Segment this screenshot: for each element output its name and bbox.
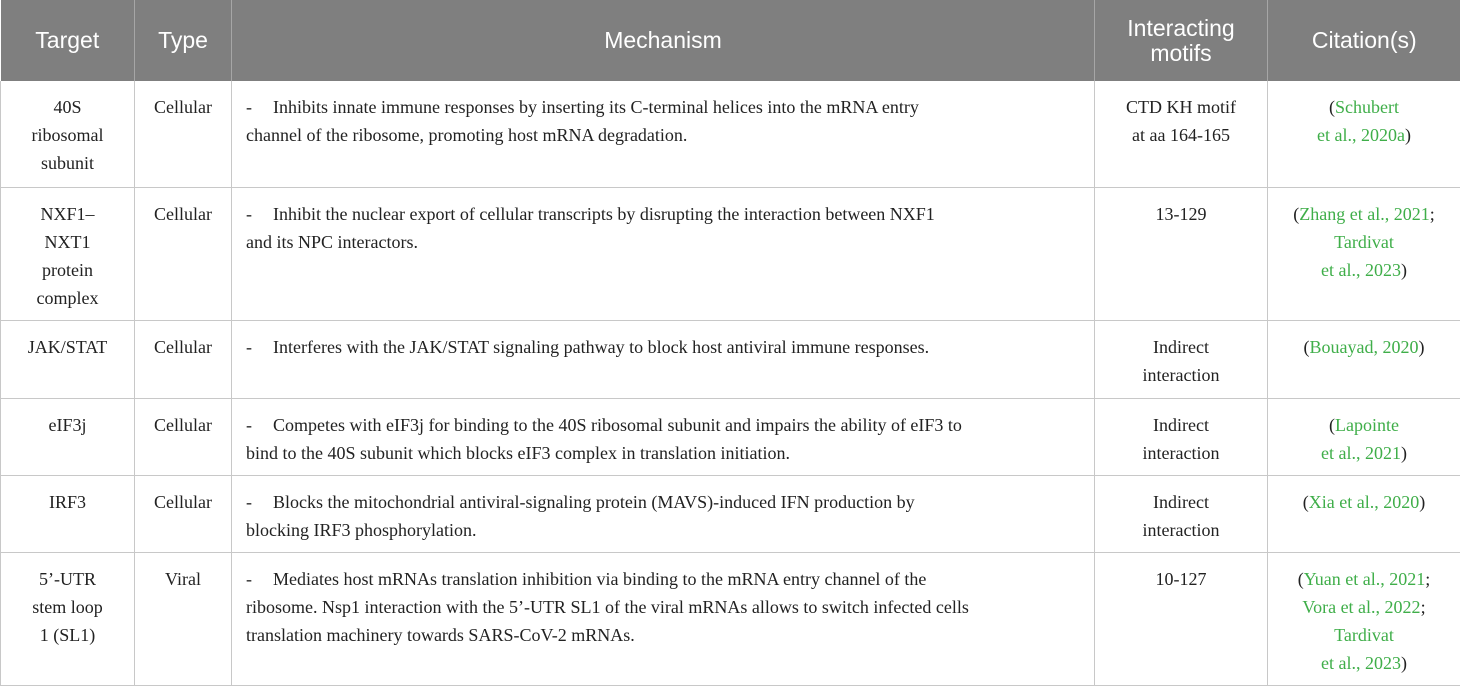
citation-link[interactable]: Xia et al., 2020	[1309, 492, 1419, 512]
header-motifs-line2: motifs	[1150, 40, 1211, 66]
bullet-dash: -	[246, 333, 273, 361]
bullet-dash: -	[246, 565, 273, 593]
table-row	[1, 475, 1460, 552]
citation-link[interactable]: Yuan et al., 2021	[1304, 569, 1425, 589]
cell-motifs: Indirect interaction	[1095, 398, 1268, 475]
table-row	[1, 398, 1460, 475]
citation-link[interactable]: Tardivat	[1334, 232, 1394, 252]
citation-link[interactable]: Tardivat	[1334, 625, 1394, 645]
bullet-dash: -	[246, 488, 273, 516]
citation-link[interactable]: Bouayad, 2020	[1310, 337, 1419, 357]
cell-citation: (Yuan et al., 2021; Vora et al., 2022; Tardivat et al., 2023)	[1268, 552, 1460, 685]
header-row	[1, 0, 1460, 81]
header-interacting-motifs	[1095, 0, 1268, 81]
cell-mechanism: - Inhibits innate immune responses by inserting its C-terminal helices into the mRNA entry channel of the ribosome, promoting host mRNA degradation.	[232, 81, 1095, 187]
cell-target: 5’-UTR stem loop 1 (SL1)	[1, 552, 135, 685]
table-row	[1, 552, 1460, 685]
cell-type: Cellular	[135, 81, 232, 187]
bullet-dash: -	[246, 411, 273, 439]
cell-citation: (Schubert et al., 2020a)	[1268, 81, 1460, 187]
cell-type: Cellular	[135, 475, 232, 552]
cell-type: Viral	[135, 552, 232, 685]
citation-link[interactable]: Lapointe	[1335, 415, 1399, 435]
cell-citation: (Xia et al., 2020)	[1268, 475, 1460, 552]
table-row	[1, 187, 1460, 320]
table-row	[1, 320, 1460, 398]
cell-citation: (Lapointe et al., 2021)	[1268, 398, 1460, 475]
cell-motifs: CTD KH motif at aa 164-165	[1095, 81, 1268, 187]
citation-link[interactable]: Schubert	[1335, 97, 1399, 117]
citation-link[interactable]: Vora et al., 2022	[1302, 597, 1420, 617]
cell-citation: (Bouayad, 2020)	[1268, 320, 1460, 398]
cell-mechanism: - Interferes with the JAK/STAT signaling pathway to block host antiviral immune responses.	[232, 320, 1095, 398]
cell-mechanism: - Blocks the mitochondrial antiviral-signaling protein (MAVS)-induced IFN production by blocking IRF3 phosphorylation.	[232, 475, 1095, 552]
cell-mechanism: - Inhibit the nuclear export of cellular transcripts by disrupting the interaction between NXF1 and its NPC interactors.	[232, 187, 1095, 320]
cell-type: Cellular	[135, 320, 232, 398]
cell-motifs: 13-129	[1095, 187, 1268, 320]
cell-motifs: 10-127	[1095, 552, 1268, 685]
bullet-dash: -	[246, 200, 273, 228]
header-type: Type	[135, 0, 232, 81]
cell-target: eIF3j	[1, 398, 135, 475]
header-citations: Citation(s)	[1268, 0, 1460, 81]
cell-type: Cellular	[135, 398, 232, 475]
cell-mechanism: - Competes with eIF3j for binding to the 40S ribosomal subunit and impairs the ability of eIF3 to bind to the 40S subunit which blocks eIF3 complex in translation initiation.	[232, 398, 1095, 475]
citation-link[interactable]: et al., 2020a	[1317, 125, 1405, 145]
citation-link[interactable]: Zhang et al., 2021	[1299, 204, 1429, 224]
header-motifs-line1: Interacting	[1127, 15, 1234, 41]
cell-motifs: Indirect interaction	[1095, 320, 1268, 398]
cell-target: 40S ribosomal subunit	[1, 81, 135, 187]
cell-citation: (Zhang et al., 2021; Tardivat et al., 2023)	[1268, 187, 1460, 320]
header-mechanism: Mechanism	[232, 0, 1095, 81]
cell-target: JAK/STAT	[1, 320, 135, 398]
cell-motifs: Indirect interaction	[1095, 475, 1268, 552]
bullet-dash: -	[246, 93, 273, 121]
header-target: Target	[1, 0, 135, 81]
cell-target: NXF1– NXT1 protein complex	[1, 187, 135, 320]
citation-link[interactable]: et al., 2023	[1321, 260, 1401, 280]
citation-link[interactable]: et al., 2021	[1321, 443, 1401, 463]
cell-mechanism: - Mediates host mRNAs translation inhibition via binding to the mRNA entry channel of the ribosome. Nsp1 interaction with the 5’-UTR SL1 of the viral mRNAs allows to switch infected cells translation machinery towards SARS-CoV-2 mRNAs.	[232, 552, 1095, 685]
table-row	[1, 81, 1460, 187]
citation-link[interactable]: et al., 2023	[1321, 653, 1401, 673]
cell-target: IRF3	[1, 475, 135, 552]
cell-type: Cellular	[135, 187, 232, 320]
